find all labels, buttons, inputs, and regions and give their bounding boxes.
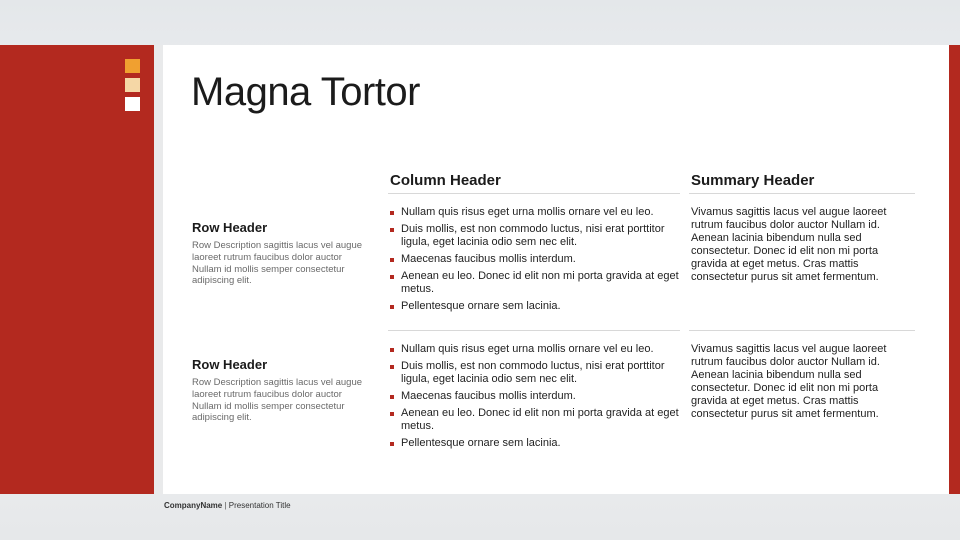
- footer-separator: |: [222, 501, 229, 510]
- row-divider: [388, 330, 680, 331]
- row-description: Row Description sagittis lacus vel augue laoreet rutrum faucibus dolor auctor Nullam id mollis semper consectetur adipiscing elit.: [192, 240, 363, 287]
- decorative-square-peach: [125, 78, 140, 92]
- list-item: Aenean eu leo. Donec id elit non mi porta gravida at eget metus.: [390, 407, 680, 433]
- summary-text: Vivamus sagittis lacus vel augue laoreet rutrum faucibus dolor auctor Nullam id. Aenean lacinia bibendum nulla sed consectetur. Donec id elit non mi porta gravida at eget metus. Cras mattis consectetur purus sit amet fermentum.: [691, 206, 887, 283]
- list-item: Maecenas faucibus mollis interdum.: [390, 253, 680, 266]
- list-item: Nullam quis risus eget urna mollis ornare vel eu leo.: [390, 206, 680, 219]
- bullet-square-icon: [390, 365, 394, 369]
- list-item: Pellentesque ornare sem lacinia.: [390, 300, 680, 313]
- footer-company-name: CompanyName: [164, 501, 223, 510]
- list-item: Duis mollis, est non commodo luctus, nisi erat porttitor ligula, eget lacinia odio sem nec elit.: [390, 223, 680, 249]
- bullet-list: [390, 343, 680, 454]
- bullet-square-icon: [390, 442, 394, 446]
- row-header: Row Header: [192, 220, 268, 235]
- bullet-list: [390, 206, 680, 317]
- slide-title: Magna Tortor: [191, 70, 420, 114]
- decorative-square-white: [125, 97, 140, 111]
- bullet-square-icon: [390, 395, 394, 399]
- bullet-square-icon: [390, 228, 394, 232]
- bullet-square-icon: [390, 305, 394, 309]
- row-divider: [689, 330, 915, 331]
- list-item: Aenean eu leo. Donec id elit non mi porta gravida at eget metus.: [390, 270, 680, 296]
- list-item: Maecenas faucibus mollis interdum.: [390, 390, 680, 403]
- footer-presentation-title: Presentation Title: [228, 501, 291, 510]
- summary-text: Vivamus sagittis lacus vel augue laoreet rutrum faucibus dolor auctor Nullam id. Aenean lacinia bibendum nulla sed consectetur. Donec id elit non mi porta gravida at eget metus. Cras mattis consectetur purus sit amet fermentum.: [691, 343, 887, 420]
- list-item: Duis mollis, est non commodo luctus, nisi erat porttitor ligula, eget lacinia odio sem nec elit.: [390, 360, 680, 386]
- bullet-square-icon: [390, 275, 394, 279]
- bullet-square-icon: [390, 258, 394, 262]
- row-description: Row Description sagittis lacus vel augue laoreet rutrum faucibus dolor auctor Nullam id mollis semper consectetur adipiscing elit.: [192, 377, 363, 424]
- summary-header-divider: [689, 193, 915, 194]
- bullet-square-icon: [390, 412, 394, 416]
- list-item: Nullam quis risus eget urna mollis ornare vel eu leo.: [390, 343, 680, 356]
- bullet-square-icon: [390, 348, 394, 352]
- summary-header: Summary Header: [691, 172, 815, 189]
- column-header: Column Header: [390, 172, 501, 189]
- row-header: Row Header: [192, 357, 268, 372]
- footer: [164, 501, 291, 510]
- column-header-divider: [388, 193, 680, 194]
- bullet-square-icon: [390, 211, 394, 215]
- decorative-square-orange: [125, 59, 140, 73]
- slide-border-strip: [154, 45, 163, 494]
- list-item: Pellentesque ornare sem lacinia.: [390, 437, 680, 450]
